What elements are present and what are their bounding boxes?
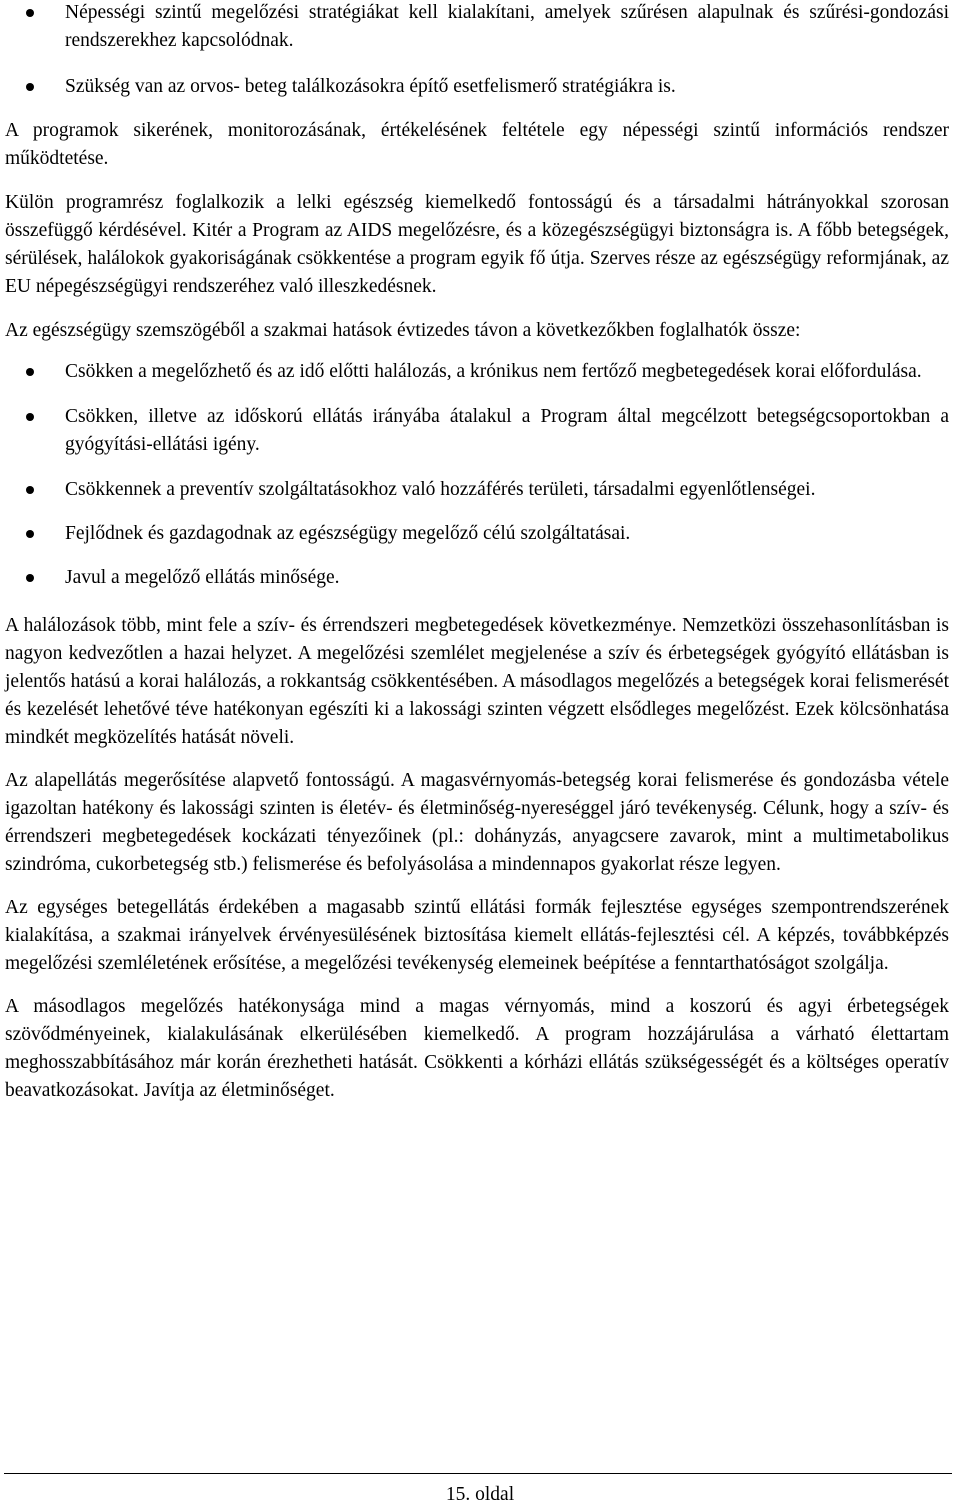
list-item-text: Szükség van az orvos- beteg találkozásokra építő esetfelismerő stratégiákra is. [65, 76, 676, 97]
list-item [5, 564, 949, 592]
paragraph: A másodlagos megelőzés hatékonysága mind a magas vérnyomás, mind a koszorú és agyi érbetegségek szövődményeinek, kialakulásának elkerülésében kiemelkedő. A program hozzájárulása a várható élettartam meghosszabbításához már korán érezhetheti hatását. Csökkenti a kórházi ellátás szükségességét és a költséges operatív beavatkozásokat. Javítja az életminőséget. [5, 996, 949, 1101]
paragraph: A programok sikerének, monitorozásának, értékelésének feltétele egy népességi szintű információs rendszer működtetése. [5, 120, 949, 169]
list-item [5, 358, 949, 386]
list-item-text: Csökken, illetve az időskorú ellátás irányába átalakul a Program által megcélzott betegségcsoportokban a gyógyítási-ellátási igény. [65, 406, 949, 455]
bullet-dot-icon [26, 413, 34, 421]
list-item-text: Javul a megelőző ellátás minősége. [65, 567, 340, 588]
paragraph: A halálozások több, mint fele a szív- és érrendszeri megbetegedések következménye. Nemzetközi összehasonlításban is nagyon kedvezőtlen a hazai helyzet. A megelőzési szemlélet megjelenése a szív és érbetegségek gyógyító ellátásban is jelentős hatású a korai halálozás, a rokkantság csökkentésében. A másodlagos megelőzés a betegségek korai felismerését és kezelését lehetővé téve hatékonyan egészíti ki a lakossági szinten végzett elsődleges megelőzést. Ezek kölcsönhatása mindkét megközelítés hatását növeli. [5, 615, 949, 748]
list-item [5, 520, 949, 548]
bullet-dot-icon [26, 530, 34, 538]
list-item-text: Népességi szintű megelőzési stratégiákat kell kialakítani, amelyek szűrésen alapulnak és szűrési-gondozási rendszerekhez kapcsolódnak. [65, 2, 949, 51]
paragraph: Az egészségügy szemszögéből a szakmai hatások évtizedes távon a következőkben foglalhatók össze: [5, 320, 801, 341]
footer-divider [4, 1473, 952, 1474]
paragraph: Külön programrész foglalkozik a lelki egészség kiemelkedő fontosságú és a társadalmi hátrányokkal szorosan összefüggő kérdésével. Kitér a Program az AIDS megelőzésre, és a közegészségügyi biztonságra is. A főbb betegségek, sérülések, halálokok gyakoriságának csökkentése a program egyik fő útja. Szerves része az egészségügy reformjának, az EU népegészségügyi rendszeréhez való illeszkedésnek. [5, 192, 949, 297]
bullet-dot-icon [26, 368, 34, 376]
bullet-dot-icon [26, 9, 34, 17]
list-item-text: Csökken a megelőzhető és az idő előtti halálozás, a krónikus nem fertőző megbetegedések korai előfordulása. [65, 361, 922, 382]
list-item [5, 0, 949, 55]
list-item [5, 403, 949, 459]
list-item [5, 476, 949, 504]
paragraph: Az alapellátás megerősítése alapvető fontosságú. A magasvérnyomás-betegség korai felismerése és gondozásba vétele igazoltan hatékony és lakossági szinten is életév- és életminőség-nyereséggel járó tevékenység. Célunk, hogy a szív- és érrendszeri megbetegedések kockázati tényezőinek (pl.: dohányzás, anyagcsere zavarok, mint a multimetabolikus szindróma, cukorbetegség stb.) felismerése és befolyásolása a mindennapos gyakorlat része legyen. [5, 770, 949, 875]
bullet-dot-icon [26, 83, 34, 91]
list-item-text: Fejlődnek és gazdagodnak az egészségügy megelőző célú szolgáltatásai. [65, 523, 631, 544]
bullet-dot-icon [26, 574, 34, 582]
effects-bullet-list [5, 358, 949, 592]
list-item [5, 73, 949, 101]
top-bullet-list [5, 0, 949, 101]
list-item-text: Csökkennek a preventív szolgáltatásokhoz való hozzáférés területi, társadalmi egyenlőtlenségei. [65, 479, 816, 500]
paragraph: Az egységes betegellátás érdekében a magasabb szintű ellátási formák fejlesztése egységes szempontrendszerének kialakítása, a szakmai irányelvek érvényesülésének biztosítása kiemelt ellátás-fejlesztési cél. A képzés, továbbképzés megelőzési szemléletének erősítése, a megelőzési tevékenység elemeinek beépítése a fenntarthatóságot szolgálja. [5, 897, 949, 974]
bullet-dot-icon [26, 486, 34, 494]
page-number: 15. oldal [445, 1484, 515, 1505]
page-content [5, 0, 949, 1105]
